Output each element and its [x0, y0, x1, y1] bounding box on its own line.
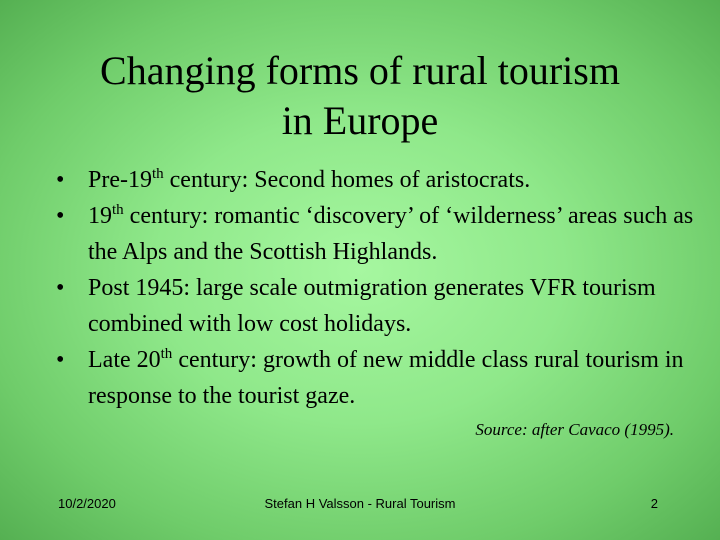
title-line-2: in Europe: [281, 98, 439, 143]
bullet-text: Post 1945: large scale outmigration generates VFR tourism combined with low cost holidays.: [88, 275, 656, 337]
ordinal-suffix: th: [112, 202, 124, 218]
ordinal-suffix: th: [151, 166, 164, 182]
slide-title: [40, 46, 680, 146]
bullet-marker: •: [56, 347, 65, 373]
title-line-1: Changing forms of rural tourism: [100, 48, 620, 93]
bullet-item-4: [56, 342, 696, 414]
footer-date: 10/2/2020: [58, 496, 116, 511]
bullet-item-2: [56, 198, 696, 270]
bullet-text-cont: century: growth of new middle class rural tourism in response to the tourist gaze.: [88, 347, 684, 409]
bullet-list: [56, 162, 696, 414]
ordinal-suffix: th: [160, 346, 173, 362]
bullet-marker: •: [56, 203, 65, 229]
bullet-text-cont: century: romantic ‘discovery’ of ‘wilderness’ areas such as the Alps and the Scottish Highlands.: [88, 203, 694, 265]
bullet-text: 19: [88, 203, 112, 229]
footer-author: Stefan H Valsson - Rural Tourism: [264, 496, 456, 511]
bullet-marker: •: [56, 275, 65, 301]
bullet-text: Late 20: [88, 347, 161, 373]
bullet-item-1: [56, 162, 696, 198]
bullet-item-3: [56, 270, 696, 342]
bullet-text-cont: century: Second homes of aristocrats.: [163, 167, 531, 193]
page-number: 2: [650, 496, 658, 511]
bullet-text: Pre-19: [88, 167, 152, 193]
source-citation: Source: after Cavaco (1995).: [475, 420, 674, 439]
bullet-marker: •: [56, 167, 65, 193]
